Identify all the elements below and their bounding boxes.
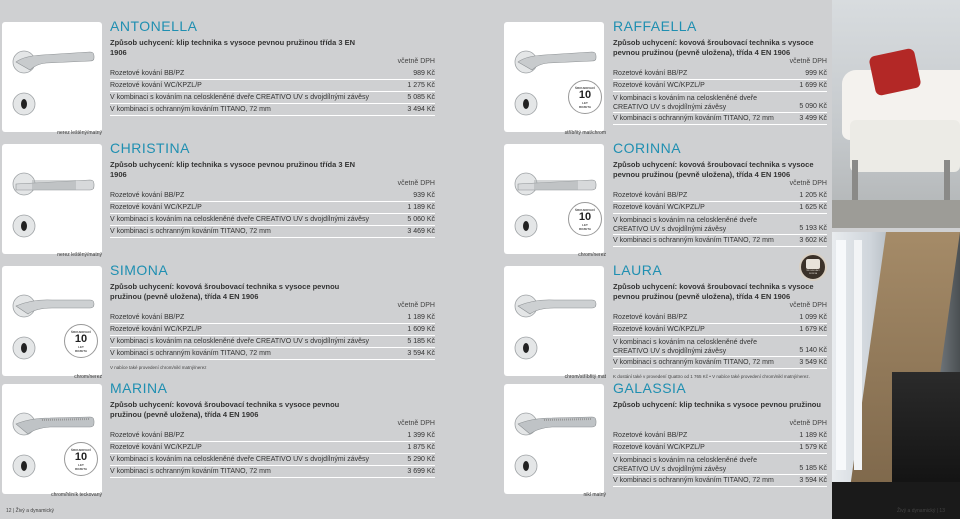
- product-name: MARINA: [110, 380, 168, 396]
- price-row: [613, 431, 827, 442]
- price-row: [613, 476, 827, 487]
- price-row-value: 1 189 Kč: [407, 314, 435, 321]
- price-row-value: 1 625 Kč: [799, 204, 827, 211]
- price-row-label: V kombinaci s kováním na celoskleněné dveře CREATIVO UV s dvojdílnými závěsy: [613, 457, 757, 473]
- price-row: [110, 81, 435, 92]
- price-row: [613, 69, 827, 80]
- price-row-label: V kombinaci s kováním na celoskleněné dveře CREATIVO UV s dvojdílnými závěsy: [613, 95, 757, 111]
- price-row: [613, 337, 827, 357]
- seal-badge-top: ŠROUBOVACÍ: [806, 269, 820, 272]
- price-row-value: 1 189 Kč: [407, 204, 435, 211]
- vat-label: včetně DPH: [789, 420, 827, 427]
- price-row: [613, 236, 827, 247]
- mounting-description: Způsob uchycení: kovová šroubovací technika s vysoce pevnou pružinou (pevně uložena), třída 4 EN 1906: [613, 282, 814, 301]
- finish-caption: chrom/hliník teckovaný: [51, 492, 102, 498]
- finish-caption: chrom/nerez: [74, 374, 102, 380]
- product-thumbnail: [2, 266, 102, 376]
- badge-number: 10: [578, 88, 592, 101]
- vat-label: včetně DPH: [397, 420, 435, 427]
- price-row: [613, 455, 827, 475]
- badge-number: 10: [74, 450, 88, 463]
- price-row-value: 3 594 Kč: [407, 350, 435, 357]
- badge-number: 10: [74, 332, 88, 345]
- price-row: [613, 114, 827, 125]
- warranty-badge: [64, 324, 98, 358]
- product-thumbnail: [2, 144, 102, 254]
- price-row-value: 5 090 Kč: [799, 103, 827, 110]
- price-row-value: 5 060 Kč: [407, 216, 435, 223]
- door-handle-icon: [2, 144, 102, 254]
- price-row: [613, 358, 827, 369]
- price-row-value: 5 140 Kč: [799, 347, 827, 354]
- price-row: [110, 215, 435, 226]
- right-footer: Živý a dynamický | 13: [897, 508, 945, 514]
- finish-caption: chrom/nerez: [578, 252, 606, 258]
- mounting-description: Způsob uchycení: kovová šroubovací technika s vysoce pevnou pružinou (pevně uložena), třída 4 EN 1906: [613, 160, 814, 179]
- price-row: [613, 203, 827, 214]
- price-row-label: Rozetové kování WC/KPZL/P: [613, 326, 705, 333]
- vat-label: včetně DPH: [789, 180, 827, 187]
- price-row-value: 1 205 Kč: [799, 192, 827, 199]
- badge-top: ŠROUBOVACÍ: [574, 85, 596, 90]
- product-name: GALASSIA: [613, 380, 687, 396]
- badge-unit: LET: [78, 462, 84, 467]
- price-row: [110, 349, 435, 360]
- price-row: [613, 443, 827, 454]
- sofa-photo: [832, 0, 960, 228]
- price-row-label: Rozetové kování WC/KPZL/P: [613, 444, 705, 451]
- price-row-label: Rozetové kování BB/PZ: [110, 192, 185, 199]
- finish-caption: chrom/stříbřitý mat: [564, 374, 606, 380]
- price-row-label: V kombinaci s ochranným kováním TITANO, 72 mm: [613, 237, 774, 244]
- price-row-value: 5 185 Kč: [407, 338, 435, 345]
- badge-top: ŠROUBOVACÍ: [70, 447, 92, 452]
- seal-badge: [799, 253, 827, 281]
- price-row-value: 5 193 Kč: [799, 225, 827, 232]
- price-row: [110, 105, 435, 116]
- door-handle-icon: [2, 384, 102, 494]
- price-row: [110, 313, 435, 324]
- product-thumbnail: [504, 384, 604, 494]
- door-handle-icon: [2, 22, 102, 132]
- price-row-value: 3 594 Kč: [799, 477, 827, 484]
- badge-unit: LET: [582, 222, 588, 227]
- price-row-label: V kombinaci s ochranným kováním TITANO, 72 mm: [613, 115, 774, 122]
- mounting-description: Způsob uchycení: kovová šroubovací technika s vysoce pevnou pružinou (pevně uložena), třída 4 EN 1906: [613, 38, 814, 57]
- price-row-value: 1 099 Kč: [799, 314, 827, 321]
- price-row-label: Rozetové kování BB/PZ: [110, 70, 185, 77]
- price-row: [110, 203, 435, 214]
- seal-badge-bottom: ROZETA: [809, 272, 817, 275]
- price-row-value: 1 399 Kč: [407, 432, 435, 439]
- price-row-value: 1 679 Kč: [799, 326, 827, 333]
- price-row-label: V kombinaci s ochranným kováním TITANO, 72 mm: [110, 350, 271, 357]
- mounting-description: Způsob uchycení: kovová šroubovací technika s vysoce pevnou pružinou (pevně uložena), třída 4 EN 1906: [110, 282, 340, 301]
- finish-caption: nerez leštěný/matný: [57, 130, 102, 136]
- price-row-label: V kombinaci s kováním na celoskleněné dveře CREATIVO UV s dvojdílnými závěsy: [110, 338, 369, 345]
- price-row: [110, 431, 435, 442]
- corridor-photo: [832, 232, 960, 519]
- finish-caption: nikl matný: [583, 492, 606, 498]
- price-row-value: 3 699 Kč: [407, 468, 435, 475]
- price-row-value: 5 185 Kč: [799, 465, 827, 472]
- door-handle-icon: [504, 384, 604, 494]
- price-row-value: 939 Kč: [413, 192, 435, 199]
- product-name: CHRISTINA: [110, 140, 190, 156]
- price-row-label: Rozetové kování WC/KPZL/P: [110, 444, 202, 451]
- badge-bottom: ROZETA: [578, 104, 592, 109]
- price-row-label: Rozetové kování BB/PZ: [613, 70, 688, 77]
- price-row-label: Rozetové kování BB/PZ: [613, 192, 688, 199]
- price-row-value: 1 275 Kč: [407, 82, 435, 89]
- price-row-label: Rozetové kování WC/KPZL/P: [613, 204, 705, 211]
- vat-label: včetně DPH: [789, 302, 827, 309]
- finish-caption: nerez leštěný/matný: [57, 252, 102, 258]
- badge-unit: LET: [78, 344, 84, 349]
- product-thumbnail: [2, 22, 102, 132]
- badge-top: ŠROUBOVACÍ: [574, 207, 596, 212]
- price-row-value: 989 Kč: [413, 70, 435, 77]
- price-row-value: 1 875 Kč: [407, 444, 435, 451]
- door-handle-icon: [504, 22, 604, 132]
- price-row-label: V kombinaci s kováním na celoskleněné dveře CREATIVO UV s dvojdílnými závěsy: [110, 216, 369, 223]
- product-thumbnail: [504, 22, 604, 132]
- price-row-label: V kombinaci s ochranným kováním TITANO, 72 mm: [613, 477, 774, 484]
- product-name: ANTONELLA: [110, 18, 198, 34]
- door-handle-icon: [504, 144, 604, 254]
- price-row: [613, 313, 827, 324]
- price-row-value: 3 494 Kč: [407, 106, 435, 113]
- warranty-badge: [568, 80, 602, 114]
- availability-note: K dostání také v provedení Quattro od 1 765 Kč • V nabíce také provedení chrom/nikl matný/nerez.: [613, 374, 810, 379]
- badge-number: 10: [578, 210, 592, 223]
- price-row-label: Rozetové kování BB/PZ: [110, 314, 185, 321]
- vat-label: včetně DPH: [397, 180, 435, 187]
- price-row-value: 1 699 Kč: [799, 82, 827, 89]
- price-row: [110, 191, 435, 202]
- badge-bottom: ROZETA: [74, 466, 88, 471]
- product-name: CORINNA: [613, 140, 682, 156]
- price-row-label: V kombinaci s kováním na celoskleněné dveře CREATIVO UV s dvojdílnými závěsy: [110, 456, 369, 463]
- price-row-label: Rozetové kování BB/PZ: [613, 432, 688, 439]
- price-row-label: Rozetové kování WC/KPZL/P: [613, 82, 705, 89]
- price-row: [613, 325, 827, 336]
- price-row-label: V kombinaci s kováním na celoskleněné dveře CREATIVO UV s dvojdílnými závěsy: [613, 217, 757, 233]
- price-row-label: Rozetové kování WC/KPZL/P: [110, 204, 202, 211]
- price-row: [110, 93, 435, 104]
- badge-bottom: ROZETA: [74, 348, 88, 353]
- vat-label: včetně DPH: [397, 302, 435, 309]
- price-row: [613, 81, 827, 92]
- product-name: SIMONA: [110, 262, 169, 278]
- price-row-value: 3 499 Kč: [799, 115, 827, 122]
- badge-bottom: ROZETA: [578, 226, 592, 231]
- price-row: [110, 455, 435, 466]
- price-row: [613, 191, 827, 202]
- price-row-label: V kombinaci s kováním na celoskleněné dveře CREATIVO UV s dvojdílnými závěsy: [613, 339, 757, 355]
- product-thumbnail: [504, 266, 604, 376]
- mounting-description: Způsob uchycení: klip technika s vysoce pevnou pružinou: [613, 400, 821, 409]
- product-name: LAURA: [613, 262, 663, 278]
- price-row-value: 3 469 Kč: [407, 228, 435, 235]
- price-row-label: V kombinaci s ochranným kováním TITANO, 72 mm: [110, 106, 271, 113]
- price-row-label: Rozetové kování BB/PZ: [110, 432, 185, 439]
- availability-note: V nabíce také provedení chrom/nikl matný/nerez: [110, 365, 207, 370]
- price-row: [110, 443, 435, 454]
- price-row-value: 5 290 Kč: [407, 456, 435, 463]
- finish-caption: stříbřitý mat/chrom: [564, 130, 606, 136]
- price-row-value: 999 Kč: [805, 70, 827, 77]
- mounting-description: Způsob uchycení: klip technika s vysoce pevnou pružinou třída 3 EN 1906: [110, 38, 356, 57]
- badge-unit: LET: [582, 100, 588, 105]
- price-row-value: 3 549 Kč: [799, 359, 827, 366]
- price-row-label: V kombinaci s kováním na celoskleněné dveře CREATIVO UV s dvojdílnými závěsy: [110, 94, 369, 101]
- price-row-value: 1 609 Kč: [407, 326, 435, 333]
- product-thumbnail: [2, 384, 102, 494]
- price-row: [110, 69, 435, 80]
- price-row-label: Rozetové kování WC/KPZL/P: [110, 326, 202, 333]
- price-row: [613, 93, 827, 113]
- price-row-label: Rozetové kování BB/PZ: [613, 314, 688, 321]
- door-handle-icon: [2, 266, 102, 376]
- price-row: [110, 337, 435, 348]
- product-thumbnail: [504, 144, 604, 254]
- price-row-value: 5 085 Kč: [407, 94, 435, 101]
- price-row-label: V kombinaci s ochranným kováním TITANO, 72 mm: [110, 228, 271, 235]
- badge-top: ŠROUBOVACÍ: [70, 329, 92, 334]
- vat-label: včetně DPH: [789, 58, 827, 65]
- price-row-label: Rozetové kování WC/KPZL/P: [110, 82, 202, 89]
- price-row-value: 1 189 Kč: [799, 432, 827, 439]
- price-row-label: V kombinaci s ochranným kováním TITANO, 72 mm: [110, 468, 271, 475]
- price-row: [110, 325, 435, 336]
- price-row-label: V kombinaci s ochranným kováním TITANO, 72 mm: [613, 359, 774, 366]
- warranty-badge: [568, 202, 602, 236]
- price-row: [613, 215, 827, 235]
- vat-label: včetně DPH: [397, 58, 435, 65]
- price-row: [110, 227, 435, 238]
- door-handle-icon: [504, 266, 604, 376]
- mounting-description: Způsob uchycení: kovová šroubovací technika s vysoce pevnou pružinou (pevně uložena), třída 4 EN 1906: [110, 400, 340, 419]
- price-row-value: 3 602 Kč: [799, 237, 827, 244]
- price-row-value: 1 579 Kč: [799, 444, 827, 451]
- mounting-description: Způsob uchycení: klip technika s vysoce pevnou pružinou třída 3 EN 1906: [110, 160, 356, 179]
- price-row: [110, 467, 435, 478]
- warranty-badge: [64, 442, 98, 476]
- left-footer: 12 | Živý a dynamický: [6, 508, 54, 514]
- product-name: RAFFAELLA: [613, 18, 697, 34]
